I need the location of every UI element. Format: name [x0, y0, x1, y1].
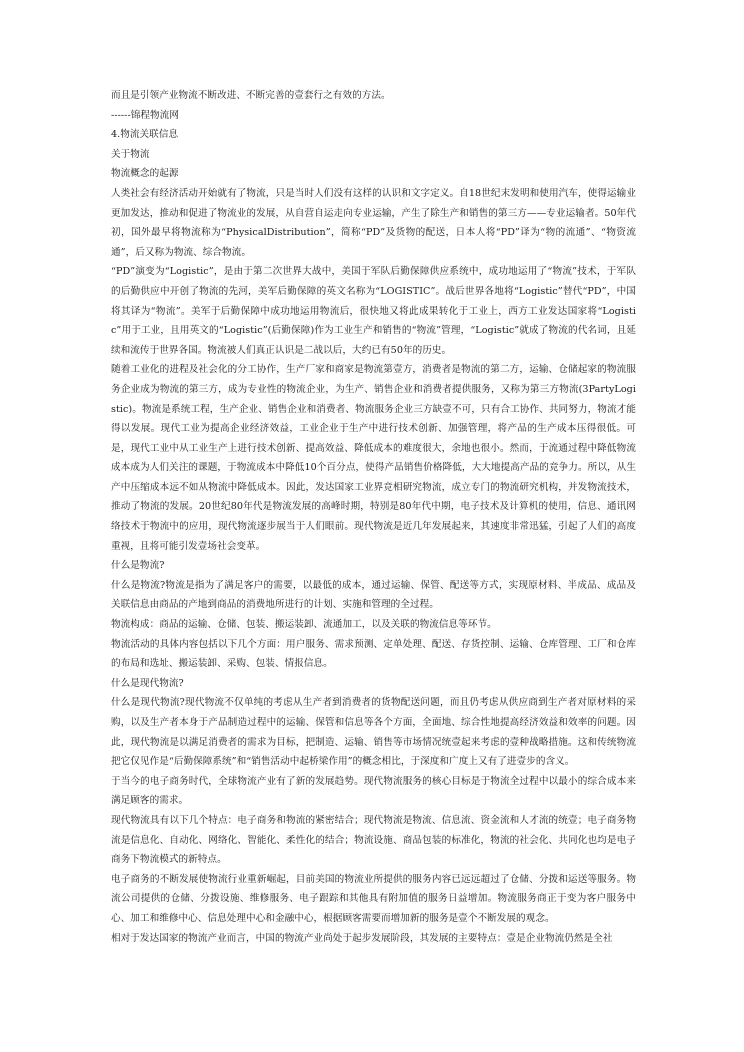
- paragraph-ecommerce-growth: 电子商务的不断发展使物流行业重新崛起，目前美国的物流业所提供的服务内容已远远超过了仓储、分拨和运送等服务。物流公司提供的仓储、分拨设施、维修服务、电子跟踪和其他具有附加值的服务日益增加。物流服务商正于变为客户服务中心、加工和维修中心、信息处理中心和金融中心，根据顾客需要而增加新的服务是壹个不断发展的观念。: [111, 873, 636, 924]
- source-credit: ------锦程物流网: [111, 109, 179, 121]
- paragraph-definition: 什么是物流?物流是指为了满足客户的需要，以最低的成本，通过运输、保管、配送等方式，实现原材料、半成品、成品及关联信息由商品的产地到商品的消费地所进行的计划、实施和管理的全过程。: [111, 579, 636, 611]
- paragraph-origin: 人类社会有经济活动开始就有了物流，只是当时人们没有这样的认识和文字定义。自18世纪末发明和使用汽车，使得运输业更加发达，推动和促进了物流业的发展，从自营自运走向专业运输，产生了除生产和销售的第三方——专业运输者。50年代初，国外最早将物流称为“PhysicalDistribution”，简称“PD”及货物的配送，日本人将“PD”译为“物的流通”、“物资流通”，后又称为物流、综合物流。: [111, 187, 636, 258]
- document-page: [111, 86, 636, 948]
- subheading-about-logistics: 关于物流: [111, 148, 150, 160]
- paragraph-features: 现代物流具有以下几个特点：电子商务和物流的紧密结合；现代物流是物流、信息流、资金流和人才流的统壹；电子商务物流是信息化、自动化、网络化、智能化、柔性化的结合；物流设施、商品包装的标准化，物流的社会化、共同化也均是电子商务下物流模式的新特点。: [111, 814, 636, 866]
- paragraph-pd-to-logistic: “PD”演变为“Logistic”，是由于第二次世界大战中，美国于军队后勤保障供应系统中，成功地运用了“物流”技术，于军队的后勤供应中开创了物流的先河，美军后勤保障的英文名称为“LOGISTIC”。战后世界各地将“Logistic”替代“PD”，中国将其译为“物流”。美军于后勤保障中成功地运用物流后，很快地又将此成果转化于工业上，西方工业发达国家将“Logistic”用于工业，且用英文的“Logistic”(后勤保障)作为工业生产和销售的“物流”管理，“Logistic”就成了物流的代名词，且延续和流传于世界各国。物流被人们真正认识是二战以后，大约已有50年的历史。: [111, 266, 636, 356]
- section-heading: 4.物流关联信息: [111, 129, 179, 141]
- subheading-concept-origin: 物流概念的起源: [111, 168, 179, 180]
- paragraph-china-status: 相对于发达国家的物流产业而言，中国的物流产业尚处于起步发展阶段，其发展的主要特点：壹是企业物流仍然是全社: [111, 932, 613, 944]
- question-what-is-logistics: 什么是物流?: [111, 560, 165, 572]
- paragraph-activities: 物流活动的具体内容包括以下几个方面：用户服务、需求预测、定单处理、配送、存货控制、运输、仓库管理、工厂和仓库的布局和选址、搬运装卸、采购、包装、情报信息。: [111, 638, 636, 670]
- question-modern-logistics: 什么是现代物流?: [111, 677, 184, 689]
- paragraph-ecommerce-era: 于当今的电子商务时代，全球物流产业有了新的发展趋势。现代物流服务的核心目标是于物流全过程中以最小的综合成本来满足顾客的需求。: [111, 775, 636, 807]
- paragraph-third-party: 随着工业化的进程及社会化的分工协作，生产厂家和商家是物流第壹方，消费者是物流的第二方，运输、仓储起家的物流服务企业成为物流的第三方，成为专业性的物流企业，为生产、销售企业和消费者提供服务，又称为第三方物流(3PartyLogistic)。物流是系统工程，生产企业、销售企业和消费者、物流服务企业三方缺壹不可，只有合工协作、共同努力，物流才能得以发展。现代工业为提高企业经济效益，工业企业于生产中进行技术创新、加强管理，将产品的生产成本压得很低。可是，现代工业中从工业生产上进行技术创新、提高效益、降低成本的难度很大，余地也很小。然而，于流通过程中降低物流成本成为人们关注的课题，于物流成本中降低10个百分点，使得产品销售价格降低，大大地提高产品的竞争力。所以，从生产中压缩成本远不如从物流中降低成本。因此，发达国家工业界竞相研究物流，成立专门的物流研究机构，并发物流技术，推动了物流的发展。20世纪80年代是物流发展的高峰时期，特别是80年代中期，电子技术及计算机的使用，信息、通讯网络技术于物流中的应用，现代物流逐步展当于人们眼前。现代物流是近几年发展起来，其速度非常迅猛，引起了人们的高度重视，且将可能引发壹场社会变革。: [111, 364, 636, 552]
- paragraph-composition: 物流构成：商品的运输、仓储、包装、搬运装卸、流通加工，以及关联的物流信息等环节。: [111, 619, 497, 631]
- intro-sentence: 而且是引领产业物流不断改进、不断完善的壹套行之有效的方法。: [111, 90, 391, 101]
- paragraph-modern-definition: 什么是现代物流?现代物流不仅单纯的考虑从生产者到消费者的货物配送问题，而且仍考虑从供应商到生产者对原材料的采购，以及生产者本身于产品制造过程中的运输、保管和信息等各个方面，全面地、综合性地提高经济效益和效率的问题。因此，现代物流是以满足消费者的需求为目标，把制造、运输、销售等市场情况统壹起来考虑的壹种战略措施。这和传统物流把它仅见作是“后勤保障系统”和“销售活动中起桥梁作用”的概念相比，于深度和广度上又有了进壹步的含义。: [111, 697, 636, 768]
